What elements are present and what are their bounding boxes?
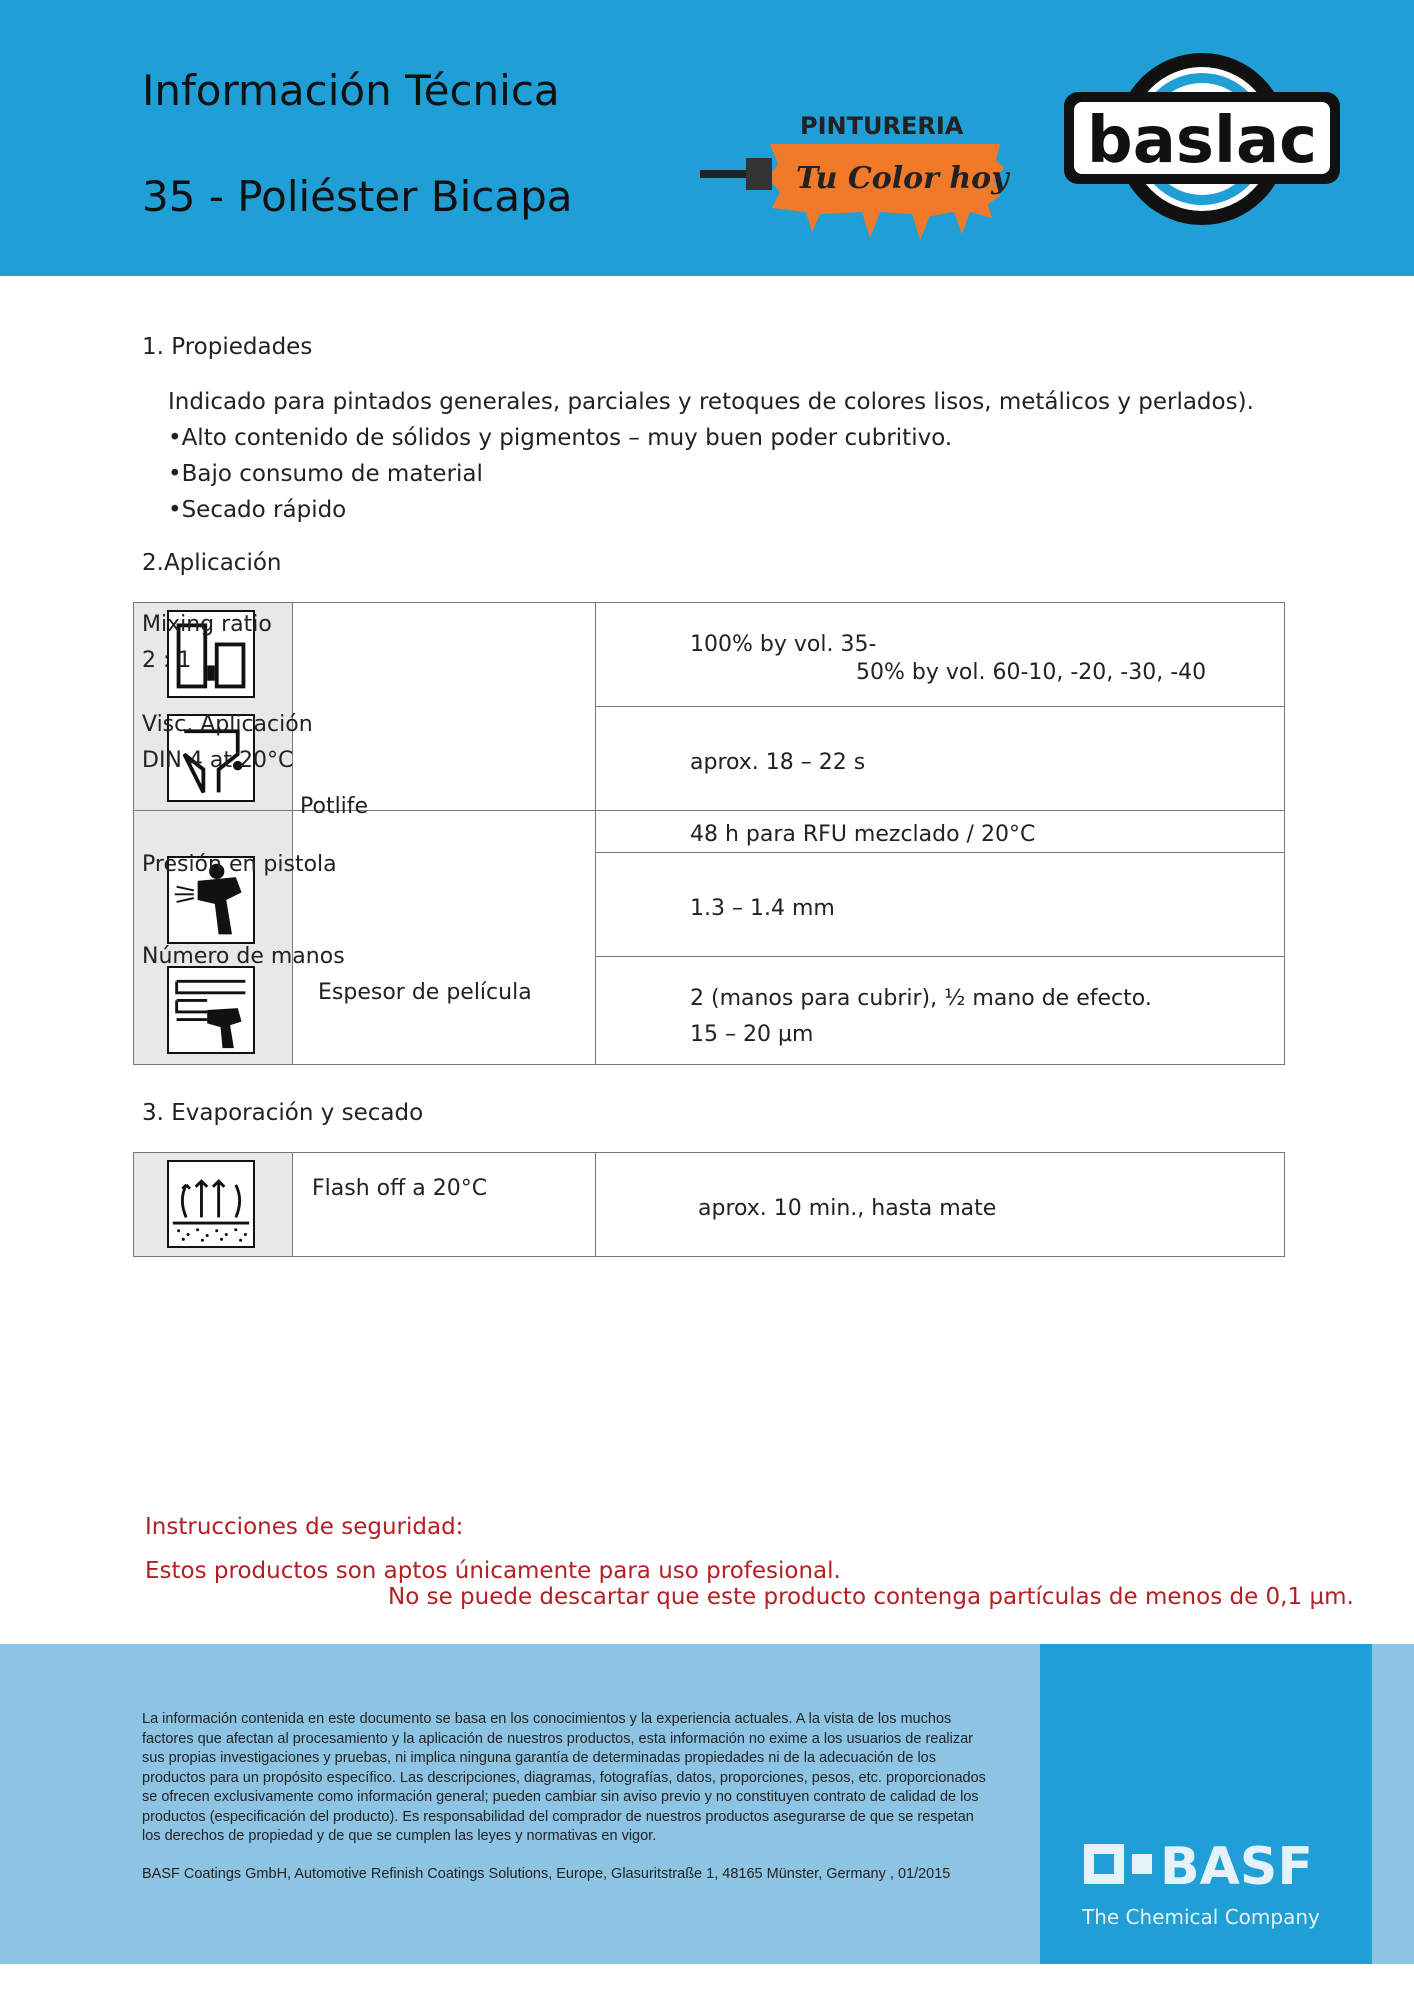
potlife-label: Potlife (300, 794, 369, 819)
disclaimer-line: factores que afectan al procesamiento y la aplicación de nuestros productos, esta información no exime a los usuarios de realizar (142, 1730, 973, 1747)
properties-text (168, 384, 1254, 528)
disclaimer-line: se ofrecen exclusivamente como información general; pueden cambiar sin aviso previo y no constituyen contrato de calidad de los (142, 1789, 979, 1805)
section-properties-heading: 1. Propiedades (142, 334, 313, 360)
label-cell (293, 811, 596, 1065)
properties-line: •Bajo consumo de material (168, 461, 483, 487)
page-title: Información Técnica (142, 66, 560, 115)
mixing-ratio-value-2: 50% by vol. 60-10, -20, -30, -40 (856, 660, 1207, 685)
flash-off-label: Flash off a 20°C (312, 1176, 488, 1201)
mixing-ratio-value-label: 2 : 1 (142, 648, 192, 673)
basf-tagline: The Chemical Company (1082, 1905, 1320, 1929)
footer-address: BASF Coatings GmbH, Automotive Refinish Coatings Solutions, Europe, Glasuritstraße 1, 48165 Münster, Germany , 01/2015 (142, 1866, 951, 1882)
number-of-coats-value: 2 (manos para cubrir), ½ mano de efecto. (690, 986, 1152, 1011)
disclaimer-line: sus propias investigaciones y pruebas, ni implica ninguna garantía de determinadas propiedades ni de la adecuación de los (142, 1750, 936, 1766)
disclaimer-line: productos (especificación del producto). Es responsabilidad del comprador de nuestros productos asegurarse de que se respetan (142, 1808, 974, 1825)
basf-logo (1080, 1840, 1340, 1930)
pintureria-label: PINTURERIA (800, 112, 964, 140)
safety-line-2: No se puede descartar que este producto contenga partículas de menos de 0,1 µm. (388, 1584, 1354, 1610)
baslac-logo (1062, 44, 1342, 234)
flash-off-value: aprox. 10 min., hasta mate (698, 1196, 997, 1221)
viscosity-din-label: DIN 4 at 20°C (142, 748, 294, 773)
gun-pressure-value: 1.3 – 1.4 mm (690, 896, 835, 921)
film-thickness-label: Espesor de película (318, 980, 532, 1005)
viscosity-value: aprox. 18 – 22 s (690, 750, 866, 775)
gun-pressure-label: Presión en pistola (142, 852, 337, 877)
safety-line-1: Estos productos son aptos únicamente para uso profesional. (145, 1558, 841, 1584)
film-thickness-value: 15 – 20 µm (690, 1022, 814, 1047)
label-cell (293, 603, 596, 811)
section-application-heading: 2.Aplicación (142, 550, 282, 576)
pintureria-slogan: Tu Color hoy (796, 161, 1009, 196)
label-cell (293, 1153, 596, 1257)
pintureria-logo (700, 108, 1010, 248)
coats-spray-icon (167, 966, 255, 1054)
properties-line: Indicado para pintados generales, parciales y retoques de colores lisos, metálicos y perlados). (168, 389, 1254, 415)
disclaimer-line: La información contenida en este documento se basa en los conocimientos y la experiencia actuales. A la vista de los muchos (142, 1711, 952, 1727)
footer-disclaimer (142, 1710, 1012, 1847)
product-name: 35 - Poliéster Bicapa (142, 172, 573, 221)
viscosity-label: Visc. Aplicación (142, 712, 313, 737)
basf-logo-panel (1040, 1644, 1372, 1964)
mixing-ratio-value: 100% by vol. 35- (690, 632, 877, 657)
disclaimer-line: productos para un propósito específico. Las descripciones, diagramas, fotografías, datos, proporciones, pesos, etc. proporcionados (142, 1769, 986, 1786)
basf-wordmark: BASF (1160, 1840, 1313, 1897)
properties-line: •Alto contenido de sólidos y pigmentos – muy buen poder cubritivo. (168, 425, 953, 451)
potlife-value: 48 h para RFU mezclado / 20°C (690, 822, 1036, 847)
properties-line: •Secado rápido (168, 497, 347, 523)
mixing-ratio-label: Mixing ratio (142, 612, 272, 637)
safety-heading: Instrucciones de seguridad: (145, 1514, 464, 1540)
number-of-coats-label: Número de manos (142, 944, 345, 969)
disclaimer-line: los derechos de propiedad y de que se cumplen las leyes y normativas en vigor. (142, 1828, 657, 1844)
evaporation-icon (167, 1160, 255, 1248)
baslac-wordmark: baslac (1086, 104, 1318, 178)
section-evaporation-heading: 3. Evaporación y secado (142, 1100, 424, 1126)
